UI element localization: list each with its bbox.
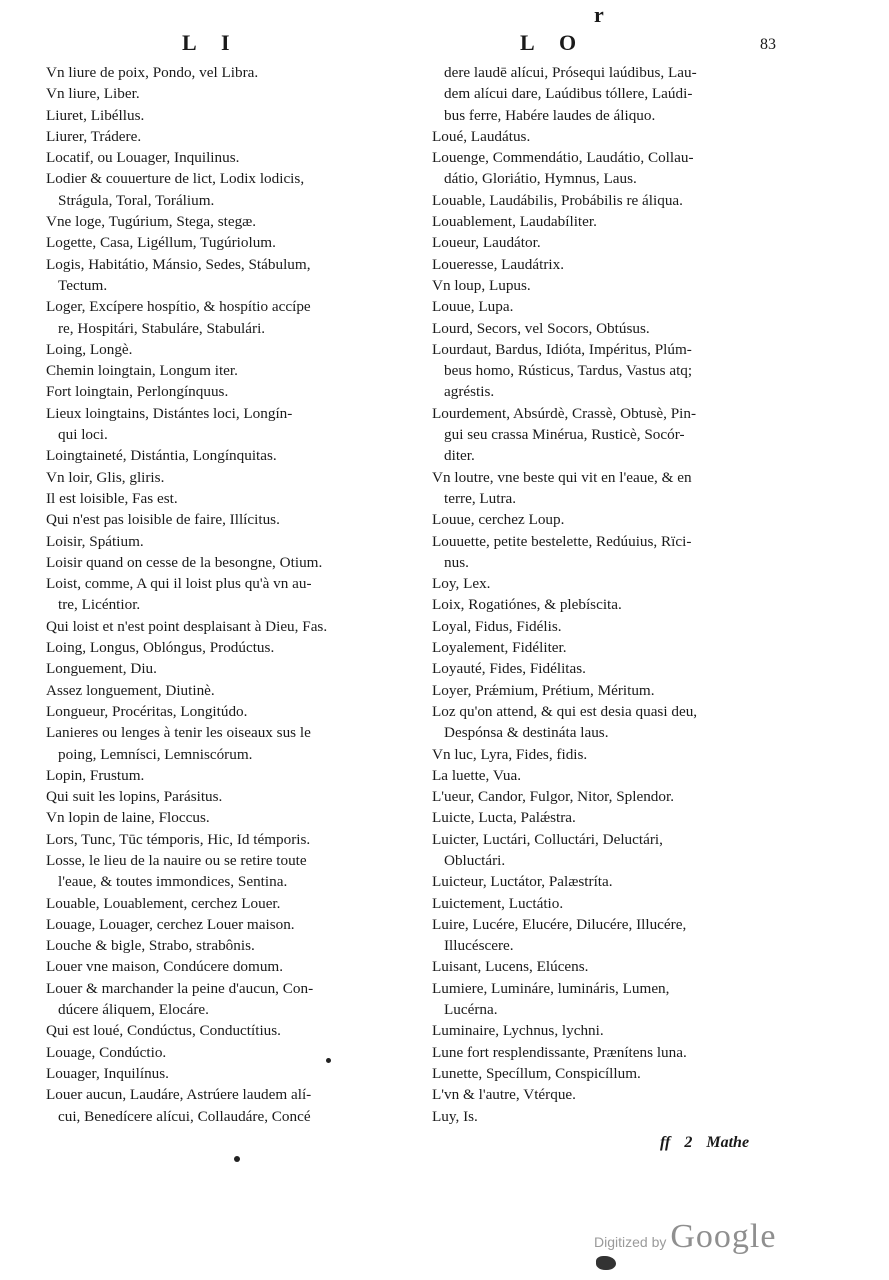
entry-line: Vne loge, Tugúrium, Stega, stegæ.	[46, 213, 257, 231]
entry-line: beus homo, Rústicus, Tardus, Vastus atq;	[444, 362, 693, 380]
entry-line: Vn luc, Lyra, Fides, fidis.	[432, 745, 588, 763]
entry-line: Il est loisible, Fas est.	[46, 489, 178, 507]
top-mark: r	[594, 2, 604, 27]
entry-line: Louue, cerchez Loup.	[432, 511, 565, 529]
ink-dot	[234, 1156, 240, 1162]
entry-line: Fort loingtain, Perlongínquus.	[46, 383, 229, 401]
entry-line: Qui est loué, Condúctus, Conductítius.	[46, 1022, 281, 1040]
entry-line: Louer vne maison, Condúcere domum.	[46, 958, 284, 976]
entry-line: Louenge, Commendátio, Laudátio, Collau-	[432, 149, 694, 167]
entry-line: Luire, Lucére, Elucére, Dilucére, Illucére,	[432, 915, 687, 933]
right-column	[432, 62, 772, 1127]
entry-line: Vn liure de poix, Pondo, vel Libra.	[46, 64, 259, 81]
entry-line: Longueur, Procéritas, Longitúdo.	[46, 702, 248, 720]
entry-line: Logette, Casa, Ligéllum, Tugúriolum.	[46, 234, 276, 252]
entry-line: Loisir, Spátium.	[46, 532, 144, 550]
entry-line: dátio, Gloriátio, Hymnus, Laus.	[444, 170, 637, 188]
entry-line: Liurer, Trádere.	[46, 127, 142, 145]
entry-line: poing, Lemnísci, Lemniscórum.	[58, 745, 253, 763]
entry-line: Lanieres ou lenges à tenir les oiseaux sus le	[46, 724, 311, 742]
running-head-right: L O	[520, 30, 587, 55]
entry-line: Lune fort resplendissante, Prænítens luna.	[432, 1043, 687, 1061]
entry-line: Loyalement, Fidéliter.	[432, 639, 567, 657]
entry-line: Louche & bigle, Strabo, strabônis.	[46, 937, 255, 955]
entry-line: tre, Licéntior.	[58, 596, 141, 614]
page-number: 83	[760, 36, 776, 53]
entry-line: Louue, Lupa.	[432, 298, 514, 316]
entry-line: Lourd, Secors, vel Socors, Obtúsus.	[432, 319, 650, 337]
entry-line: Loing, Longus, Oblóngus, Prodúctus.	[46, 639, 275, 657]
entry-line: Lieux loingtains, Distántes loci, Longín-	[46, 404, 293, 422]
entry-line: Loist, comme, A qui il loist plus qu'à vn au-	[46, 575, 312, 593]
entry-line: Loz qu'on attend, & qui est desia quasi deu,	[432, 702, 698, 720]
entry-line: Assez longuement, Diutinè.	[46, 681, 215, 699]
entry-line: Loisir quand on cesse de la besongne, Otium.	[46, 553, 323, 571]
entry-line: Loueresse, Laudátrix.	[432, 255, 564, 273]
entry-line: Louager, Inquilínus.	[46, 1064, 169, 1082]
entry-line: Lucérna.	[444, 1001, 498, 1019]
entry-line: Louer aucun, Laudáre, Astrúere laudem alí-	[46, 1086, 312, 1104]
entry-line: Loingtaineté, Distántia, Longínquitas.	[46, 447, 277, 465]
entry-line: Chemin loingtain, Longum iter.	[46, 362, 238, 380]
entry-line: Loyauté, Fides, Fidélitas.	[432, 660, 586, 678]
entry-line: Lourdement, Absúrdè, Crassè, Obtusè, Pin-	[432, 404, 697, 422]
entry-line: Illucéscere.	[444, 937, 514, 955]
entry-line: Longuement, Diu.	[46, 660, 157, 678]
entry-line: Vn liure, Liber.	[46, 85, 140, 103]
entry-line: Luictement, Luctátio.	[432, 894, 564, 912]
entry-line: Louer & marchander la peine d'aucun, Con-	[46, 979, 314, 997]
entry-line: Lodier & couuerture de lict, Lodix lodicis,	[46, 170, 305, 188]
entry-line: l'eaue, & toutes immondices, Sentina.	[58, 873, 288, 891]
entry-line: bus ferre, Habére laudes de áliquo.	[444, 106, 656, 124]
entry-line: Loyal, Fidus, Fidélis.	[432, 617, 562, 635]
entry-line: Loy, Lex.	[432, 575, 491, 593]
entry-line: Luicteur, Luctátor, Palæstríta.	[432, 873, 613, 891]
entry-line: dúcere áliquem, Elocáre.	[58, 1001, 209, 1019]
entry-line: Lumiere, Lumináre, lumináris, Lumen,	[432, 979, 670, 997]
entry-line: Obluctári.	[444, 851, 506, 869]
entry-line: Vn loir, Glis, gliris.	[46, 468, 165, 486]
entry-line: Vn loup, Lupus.	[432, 276, 531, 294]
entry-line: agréstis.	[444, 383, 495, 401]
entry-line: Lunette, Specíllum, Conspicíllum.	[432, 1064, 641, 1082]
entry-line: Luicte, Lucta, Palǽstra.	[432, 809, 576, 827]
entry-line: Lors, Tunc, Tūc témporis, Hic, Id témporis.	[46, 830, 311, 848]
entry-line: Qui loist et n'est point desplaisant à Dieu, Fas.	[46, 617, 328, 635]
entry-line: dere laudē alícui, Prósequi laúdibus, Lau-	[444, 64, 697, 81]
entry-line: Louage, Louager, cerchez Louer maison.	[46, 915, 295, 933]
entry-line: Loyer, Prǽmium, Prétium, Méritum.	[432, 681, 655, 699]
left-column	[46, 62, 420, 1127]
entry-line: nus.	[444, 553, 469, 571]
entry-line: Loix, Rogatiónes, & plebíscita.	[432, 596, 622, 614]
entry-line: Luisant, Lucens, Elúcens.	[432, 958, 589, 976]
entry-line: cui, Benedícere alícui, Collaudáre, Concé	[58, 1107, 311, 1125]
entry-line: Locatif, ou Louager, Inquilinus.	[46, 149, 240, 167]
entry-line: Qui suit les lopins, Parásitus.	[46, 788, 223, 806]
entry-line: Liuret, Libéllus.	[46, 106, 145, 124]
catchword: ff 2 Mathe	[660, 1134, 750, 1151]
digitized-watermark	[594, 1218, 776, 1256]
google-logo-text: Google	[670, 1218, 777, 1255]
entry-line: qui loci.	[58, 426, 108, 444]
entry-line: Louage, Condúctio.	[46, 1043, 167, 1061]
entry-line: Louuette, petite bestelette, Redúuius, Rïci-	[432, 532, 692, 550]
entry-line: Louablement, Laudabíliter.	[432, 213, 597, 231]
ink-speck	[326, 1058, 331, 1063]
watermark-small-text: Digitized by	[594, 1234, 667, 1250]
entry-line: Louable, Louablement, cerchez Louer.	[46, 894, 281, 912]
entry-line: Luicter, Luctári, Colluctári, Deluctári,	[432, 830, 663, 848]
entry-line: Loger, Excípere hospítio, & hospítio accípe	[46, 298, 311, 316]
ink-blot	[596, 1256, 616, 1270]
entry-line: L'ueur, Candor, Fulgor, Nitor, Splendor.	[432, 788, 675, 806]
entry-line: diter.	[444, 447, 475, 465]
entry-line: Vn lopin de laine, Floccus.	[46, 809, 210, 827]
entry-line: Tectum.	[58, 276, 108, 294]
entry-line: Despónsa & destináta laus.	[444, 724, 609, 742]
entry-line: Loueur, Laudátor.	[432, 234, 541, 252]
entry-line: dem alícui dare, Laúdibus tóllere, Laúdi-	[444, 85, 693, 103]
entry-line: Logis, Habitátio, Mánsio, Sedes, Stábulum,	[46, 255, 311, 273]
entry-line: Luy, Is.	[432, 1107, 478, 1125]
entry-line: L'vn & l'autre, Vtérque.	[432, 1086, 576, 1104]
entry-line: Loing, Longè.	[46, 340, 133, 358]
entry-line: Louable, Laudábilis, Probábilis re áliqua.	[432, 191, 683, 209]
entry-line: gui seu crassa Minérua, Rusticè, Socór-	[444, 426, 685, 444]
entry-line: terre, Lutra.	[444, 489, 517, 507]
entry-line: Losse, le lieu de la nauire ou se retire toute	[46, 851, 307, 869]
entry-line: Lopin, Frustum.	[46, 766, 145, 784]
entry-line: Loué, Laudátus.	[432, 127, 531, 145]
entry-line: Luminaire, Lychnus, lychni.	[432, 1022, 604, 1040]
entry-line: Lourdaut, Bardus, Idióta, Impéritus, Plúm-	[432, 340, 692, 358]
entry-line: La luette, Vua.	[432, 766, 522, 784]
entry-line: Strágula, Toral, Torálium.	[58, 191, 215, 209]
entry-line: re, Hospitári, Stabuláre, Stabulári.	[58, 319, 266, 337]
entry-line: Qui n'est pas loisible de faire, Illícitus.	[46, 511, 280, 529]
entry-line: Vn loutre, vne beste qui vit en l'eaue, & en	[432, 468, 692, 486]
running-head-left: L I	[182, 30, 240, 55]
